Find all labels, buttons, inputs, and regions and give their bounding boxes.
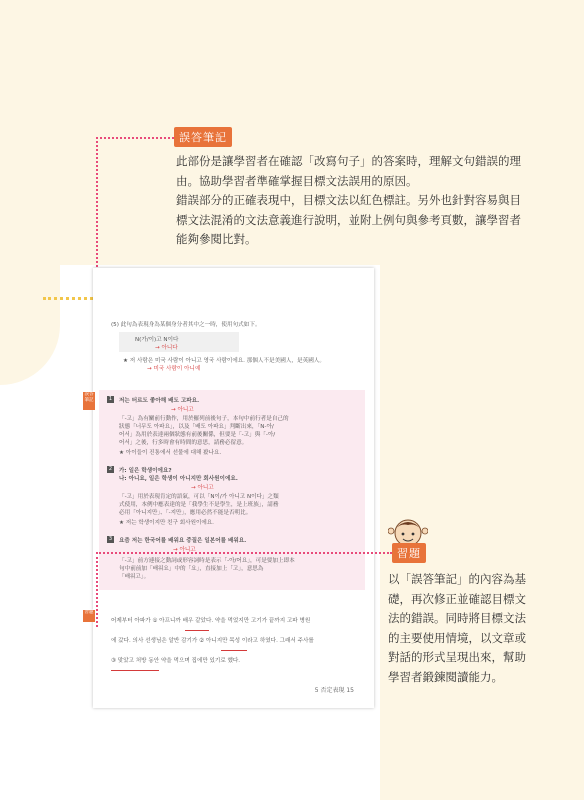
exercise-line: 어제부터 아파가 ① 아프니까 배우 같았다. 약을 먹었지만 고기가 끝까지 고파 병원 <box>111 618 311 624</box>
item-2-line: 式使用，本例中應表達的是「我學生不是學生，是上班族」，請務 <box>119 502 279 508</box>
answer-line <box>111 670 159 671</box>
item-3-title: 요즘 저는 한국어를 배워요 중질은 일본어를 배워요. <box>119 538 247 544</box>
pattern-line: N(가/이)고 N이다 <box>135 337 179 343</box>
error-notes-description <box>176 152 571 250</box>
connector-line-top-horizontal <box>96 137 174 139</box>
item-2-title: 가: 일은 학생이에요? <box>119 468 172 474</box>
side-tab-exercise: 習題 <box>83 610 95 622</box>
answer-line <box>221 650 247 651</box>
desc-line: 對話的形式呈現出來，幫助 <box>388 650 526 664</box>
exercise-line: 에 갔다. 의사 선생님은 알반 감기가 ② 아니지만 목성 이라고 하였다. 그래서 주사를 <box>111 638 314 644</box>
pattern-correction: → 아니다 <box>155 345 178 351</box>
item-3-line: 「-고」前方連接之動詞或形容詞時是表示「-아/어요」，可是要加上即本 <box>119 558 295 564</box>
item-2-example: ★ 저는 학생이지만 친구 회사원이에요. <box>119 520 214 526</box>
item-1-line: 어서」之後，行多時會有時間的意思，請務必留意。 <box>119 440 248 446</box>
item-2-line: 必用「아니지만」、「-지만」，應用必然不能是否明比。 <box>119 510 252 516</box>
pattern-box <box>119 332 239 352</box>
pattern-example: ★ 저 사람은 미국 사람이 아니고 영국 사람이에요. 那個人不是美國人，是英國人。 <box>123 358 325 364</box>
desc-line: 由。協助學習者準確掌握目標文法誤用的原因。 <box>176 173 418 188</box>
item-3-line: 「배워고」。 <box>119 574 150 580</box>
page-footer: 5 否定表現 15 <box>314 687 354 694</box>
exercise-description <box>388 570 578 687</box>
desc-line: 錯誤部分的正確表現中，目標文法以紅色標註。另外也針對容易與目 <box>176 193 521 207</box>
item-number-2: 2 <box>108 466 113 472</box>
desc-line: 學習者鍛鍊閱讀能力。 <box>388 669 503 684</box>
pattern-example-correction: → 미국 사람이 아니예 <box>147 366 201 372</box>
desc-line: 此部份是讓學習者在確認「改寫句子」的答案時，理解文句錯誤的理 <box>176 154 521 168</box>
item-2-correction: → 아니고 <box>191 485 214 491</box>
textbook-page-preview <box>84 268 374 708</box>
desc-line: 的主要使用情境，以文章或 <box>388 630 526 645</box>
item-2-line: 「-고」用於表現肯定的語氣，可以「N이/가 아니고 N이다」之類 <box>119 494 279 500</box>
desc-line: 法的錯誤。同時將目標文法 <box>388 611 526 625</box>
exercise-line: ③ 맞았고 처방 동안 약을 먹으며 집에만 있기로 했다. <box>111 658 241 664</box>
item-1-line: 어서」為用於表達兩個狀態有前後關係，但要是「-고」與「-아/ <box>119 432 276 438</box>
item-2-answer: 나: 아니요, 일은 학생이 아니지만 회사원이에요. <box>119 476 238 482</box>
desc-line: 以「誤答筆記」的內容為基 <box>388 572 526 586</box>
exercise-tag: 習題 <box>392 543 426 563</box>
item-number-3: 3 <box>108 536 113 542</box>
connector-line-bottom-vertical <box>96 552 98 627</box>
item-1-line: 狀態「너무도 아파요」，以及「배도 아파요」判斷出來，「N-아/ <box>119 424 274 430</box>
item-number-1: 1 <box>108 396 113 402</box>
item-1-example: ★ 아이들이 진통에서 선물에 대해 봤나요. <box>119 450 222 456</box>
item-1-title: 저는 터르도 좋아해 배도 고파요. <box>119 398 200 404</box>
error-notes-tag: 誤答筆記 <box>174 127 232 147</box>
connector-line-bottom-horizontal <box>96 552 392 554</box>
answer-line <box>185 630 209 631</box>
desc-line: 能夠參閱比對。 <box>176 232 257 246</box>
side-tab-error-notes: 誤答筆記 <box>83 392 95 410</box>
item-1-line: 「-고」為有關前行動作，用於羅列前後句子，本句中前行者是自己的 <box>119 416 289 422</box>
desc-line: 礎，再次修正並確認目標文 <box>388 591 526 606</box>
page-intro: (5) 此句為表現身為某個身分者其中之一時，使用句式如下。 <box>111 322 261 328</box>
item-3-line: 句中前前加「배워요」中的「요」，直接加上「고」，意思為 <box>119 566 264 572</box>
desc-line: 標文法混淆的文法意義進行說明，並附上例句與參考頁數，讓學習者 <box>176 212 521 227</box>
item-3-correction: → 아니고 <box>173 547 196 553</box>
item-1-correction: → 아니고 <box>171 407 194 413</box>
